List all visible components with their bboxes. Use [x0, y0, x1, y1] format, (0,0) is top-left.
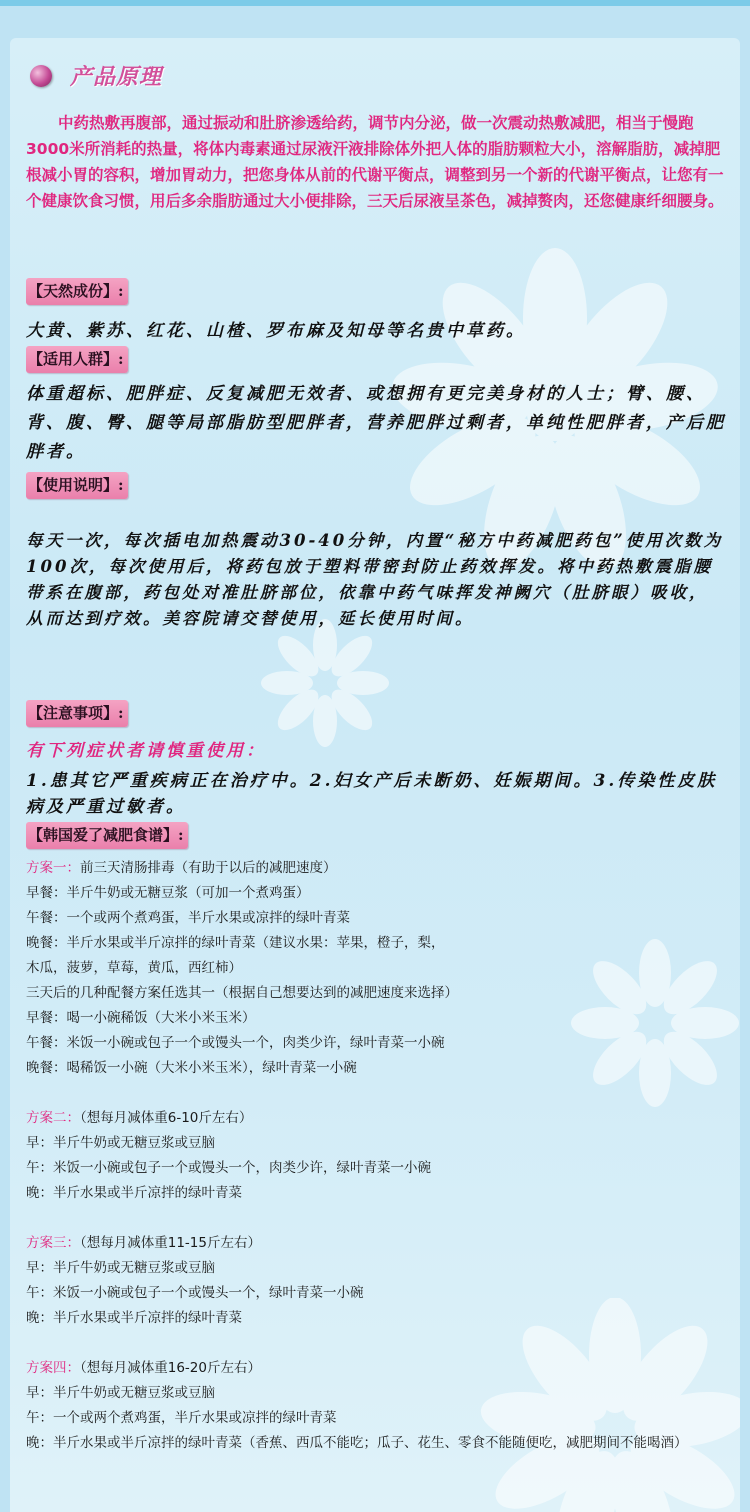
cautions-tag: 【注意事项】:: [26, 700, 128, 727]
plan-one: [26, 856, 726, 1081]
plan-two-label: 方案二：: [26, 1110, 80, 1126]
plan-one-line: 晚餐：半斤水果或半斤凉拌的绿叶青菜（建议水果：苹果，橙子，梨，: [26, 935, 445, 951]
intro-text: 中药热敷再腹部，通过振动和肚脐渗透给药，调节内分泌，做一次震动热敷减肥，相当于慢跑3000米所消耗的热量，将体内毒素通过尿液汗液排除体外把人体的脂肪颗粒大小，溶解脂肪，减掉肥根减小胃的容积，增加胃动力，把您身体从前的代谢平衡点，调整到另一个新的代谢平衡点，让您有一个健康饮食习惯，用后多余脂肪通过大小便排除，三天后尿液呈茶色，减掉赘肉，还您健康纤细腰身。: [26, 114, 724, 210]
plan-one-line: 木瓜，菠萝，草莓，黄瓜，西红柿）: [26, 960, 242, 976]
suitable-text: 体重超标、肥胖症、反复减肥无效者、或想拥有更完美身材的人士；臂、腰、背、腹、臀、腿等局部脂肪型肥胖者，营养肥胖过剩者，单纯性肥胖者，产后肥胖者。: [26, 384, 726, 462]
plan-three: [26, 1231, 726, 1331]
bullet-ball-icon: [30, 65, 52, 87]
plan-one-title: 前三天清肠排毒（有助于以后的减肥速度）: [80, 860, 337, 876]
plan-two-line: 早：半斤牛奶或无糖豆浆或豆脑: [26, 1135, 215, 1151]
plan-three-label: 方案三：: [26, 1235, 80, 1251]
suitable-tag: 【适用人群】:: [26, 346, 128, 373]
plan-four-label: 方案四：: [26, 1360, 80, 1376]
plan-one-line: 午餐：一个或两个煮鸡蛋，半斤水果或凉拌的绿叶青菜: [26, 910, 350, 926]
cautions-note: 有下列症状者请慎重使用：: [26, 741, 266, 761]
plan-one-line: 早餐：喝一小碗稀饭（大米小米玉米）: [26, 1010, 256, 1026]
plan-four-line: 午：一个或两个煮鸡蛋，半斤水果或凉拌的绿叶青菜: [26, 1410, 337, 1426]
plan-one-line: 三天后的几种配餐方案任选其一（根据自己想要达到的减肥速度来选择）: [26, 985, 458, 1001]
plan-three-line: 早：半斤牛奶或无糖豆浆或豆脑: [26, 1260, 215, 1276]
plan-three-title: （想每月减体重11-15斤左右）: [80, 1235, 261, 1251]
ingredients-tag: 【天然成份】:: [26, 278, 128, 305]
section-header: [30, 60, 162, 91]
content-panel: [10, 38, 740, 1512]
plan-two: [26, 1106, 726, 1206]
plan-four-line: 早：半斤牛奶或无糖豆浆或豆脑: [26, 1385, 215, 1401]
plan-four-line: 晚：半斤水果或半斤凉拌的绿叶青菜（香蕉、西瓜不能吃；瓜子、花生、零食不能随便吃，减肥期间不能喝酒）: [26, 1435, 688, 1451]
ingredients-text: 大黄、紫苏、红花、山楂、罗布麻及知母等名贵中草药。: [26, 321, 526, 341]
cautions-text: 1.患其它严重疾病正在治疗中。2.妇女产后未断奶、妊娠期间。3.传染性皮肤病及严重过敏者。: [26, 771, 718, 817]
recipes-tag: 【韩国爱了减肥食谱】:: [26, 822, 188, 849]
usage-text: 每天一次，每次插电加热震动30-40分钟，内置“秘方中药减肥药包”使用次数为100次，每次使用后，将药包放于塑料带密封防止药效挥发。将中药热敷震脂腰带系在腹部，药包处对准肚脐部位，依靠中药气味挥发神阙穴（肚脐眼）吸收，从而达到疗效。美容院请交替使用，延长使用时间。: [26, 531, 724, 628]
top-strip: [0, 0, 750, 6]
plan-one-line: 早餐：半斤牛奶或无糖豆浆（可加一个煮鸡蛋）: [26, 885, 310, 901]
intro-paragraph: [26, 110, 726, 214]
plan-four-title: （想每月减体重16-20斤左右）: [80, 1360, 261, 1376]
plan-four: [26, 1356, 726, 1456]
plan-one-line: 晚餐：喝稀饭一小碗（大米小米玉米），绿叶青菜一小碗: [26, 1060, 357, 1076]
plan-two-line: 晚：半斤水果或半斤凉拌的绿叶青菜: [26, 1185, 242, 1201]
plan-three-line: 午：米饭一小碗或包子一个或馒头一个，绿叶青菜一小碗: [26, 1285, 364, 1301]
plan-two-line: 午：米饭一小碗或包子一个或馒头一个，肉类少许，绿叶青菜一小碗: [26, 1160, 431, 1176]
plan-one-label: 方案一：: [26, 860, 80, 876]
usage-tag: 【使用说明】:: [26, 472, 128, 499]
plan-three-line: 晚：半斤水果或半斤凉拌的绿叶青菜: [26, 1310, 242, 1326]
plan-two-title: （想每月减体重6-10斤左右）: [80, 1110, 253, 1126]
section-title: 产品原理: [70, 65, 163, 90]
plan-one-line: 午餐：米饭一小碗或包子一个或馒头一个，肉类少许，绿叶青菜一小碗: [26, 1035, 445, 1051]
flower-decoration-small: [260, 618, 390, 748]
